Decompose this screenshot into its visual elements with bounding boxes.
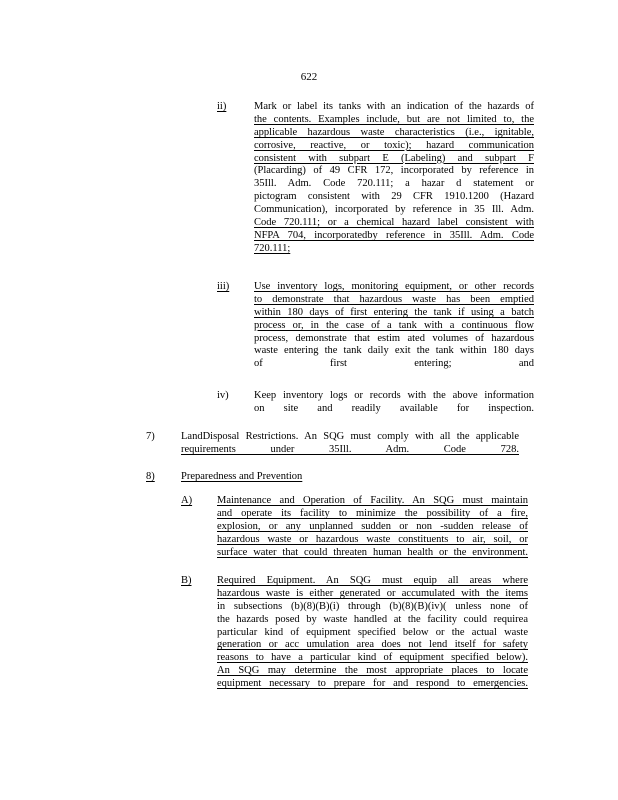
text-line: 35Ill. Adm. Code 720.111; a hazar d statement or [254,178,534,190]
item-ii-marker: ii) [217,101,227,112]
item-b-text [217,575,528,691]
text-line: process, demonstrate that estim ated volumes of hazardous [254,332,534,344]
text-line: reasons to have a particular kind of equipment specified below). [217,652,528,664]
text-line: corrosive, reactive, or toxic); hazard communication [254,139,534,151]
item-ii-text [254,101,534,256]
text-line: Code 720.111; or a chemical hazard label consistent with [254,217,534,229]
text-line: generation or acc umulation area does not lend itself for safety [217,639,528,651]
text-line: pictogram consistent with 29 CFR 1910.1200 (Hazard [254,191,534,203]
text-line: LandDisposal Restrictions. An SQG must comply with all the applicable [181,431,519,442]
text-line: (Placarding) of 49 CFR 172, incorporated by reference in [254,165,534,177]
text-line: Use inventory logs, monitoring equipment, or other records [254,281,534,292]
text-line: in subsections (b)(8)(B)(i) through (b)(8)(B)(iv)( unless none of [217,600,528,612]
text-line: and operate its facility to minimize the possibility of a fire, [217,507,528,519]
item-a-marker: A) [181,495,193,506]
text-line: the hazards posed by waste handled at the facility could requirea [217,613,528,625]
text-line: Keep inventory logs or records with the above information [254,390,534,401]
text-line: Required Equipment. An SQG must equip all areas where [217,575,528,586]
text-line: NFPA 704, incorporatedby reference in 35Ill. Adm. Code [254,229,534,241]
item-iv-marker: iv) [217,390,229,401]
text-line: equipment necessary to prepare for and respond to emergencies. [217,678,528,690]
item-iii-marker: iii) [217,281,230,292]
text-line: within 180 days of first entering the tank if using a batch [254,306,534,318]
section-heading: Preparedness and Prevention [181,471,303,482]
text-line: Mark or label its tanks with an indication of the hazards of [254,101,534,112]
text-line: consistent with subpart E (Labeling) and subpart F [254,152,534,164]
page-number: 622 [300,71,318,83]
paragraph-8-marker: 8) [146,471,155,482]
text-line: particular kind of equipment specified below or the actual waste [217,626,528,638]
text-line: on site and readily available for inspection. [254,402,534,414]
text-line: An SQG may determine the most appropriate places to locate [217,665,528,677]
text-line: the contents. Examples include, but are not limited to, the [254,113,534,125]
text-line: Communication), incorporated by reference in 35 Ill. Adm. [254,204,534,216]
paragraph-7-marker: 7) [146,431,155,442]
item-iv-text [254,390,534,416]
text-line: surface water that could threaten human health or the environment. [217,546,528,558]
text-line: hazardous waste or hazardous waste constituents to air, soil, or [217,533,528,545]
text-line: 720.111; [254,242,291,254]
paragraph-8-heading [181,471,302,484]
text-line: waste entering the tank daily exit the tank within 180 days [254,345,534,357]
text-line: process or, in the case of a tank with a continuous flow [254,319,534,331]
text-line: requirements under 35Ill. Adm. Code 728. [181,443,519,455]
paragraph-7-text [181,431,519,457]
item-b-marker: B) [181,575,192,586]
text-line: explosion, or any unplanned sudden or non -sudden release of [217,520,528,532]
text-line: of first entering; and [254,358,534,370]
text-line: applicable hazardous waste characteristics (i.e., ignitable, [254,126,534,138]
text-line: Maintenance and Operation of Facility. An SQG must maintain [217,495,528,506]
item-iii-text [254,281,534,371]
text-line: to demonstrate that hazardous waste has been emptied [254,293,534,305]
text-line: hazardous waste is either generated or accumulated with the items [217,587,528,599]
item-a-text [217,495,528,559]
